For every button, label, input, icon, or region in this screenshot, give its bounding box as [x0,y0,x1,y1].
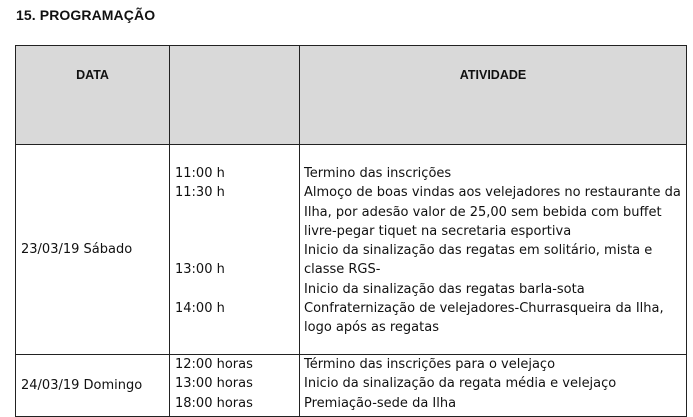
activity-item: Inicio da sinalização das regatas em solitário, mista e classe RGS- [304,243,653,278]
table-row [16,145,687,355]
row-activities [300,145,687,355]
activity-item: Almoço de boas vindas aos velejadores no restaurante da Ilha, por adesão valor de 25,00 sem bebida com buffet livre-pegar tiquet na secretaria esportiva [304,185,681,239]
row-date: 23/03/19 Sábado [16,145,170,355]
activity-item: Inicio da sinalização das regatas barla-sota [304,281,585,297]
table-header-row [16,46,687,145]
table-row [16,355,687,417]
activity-item: Confraternização de velejadores-Churrasqueira da Ilha, logo após as regatas [304,301,664,336]
header-activity: ATIVIDADE [300,46,687,145]
activity-item: Inicio da sinalização da regata média e velejaço [304,376,617,392]
header-date: DATA [16,46,170,145]
header-time [170,46,300,145]
row-date: 24/03/19 Domingo [16,355,170,417]
row-activities [300,355,687,417]
activity-item: Premiação-sede da Ilha [304,395,457,411]
time-item: 11:00 h [175,166,225,181]
time-item: 12:00 horas [175,357,253,372]
time-item: 11:30 h [175,185,225,201]
time-item: 14:00 h [175,301,225,317]
activity-item: Término das inscrições para o velejaço [304,357,556,372]
activity-item: Termino das inscrições [304,166,452,181]
time-item: 13:00 h [175,262,225,278]
row-times [170,145,300,355]
time-item: 18:00 horas [175,395,253,411]
schedule-table [15,45,687,417]
time-item: 13:00 horas [175,376,253,392]
section-title: 15. PROGRAMAÇÃO [16,7,156,23]
row-times [170,355,300,417]
